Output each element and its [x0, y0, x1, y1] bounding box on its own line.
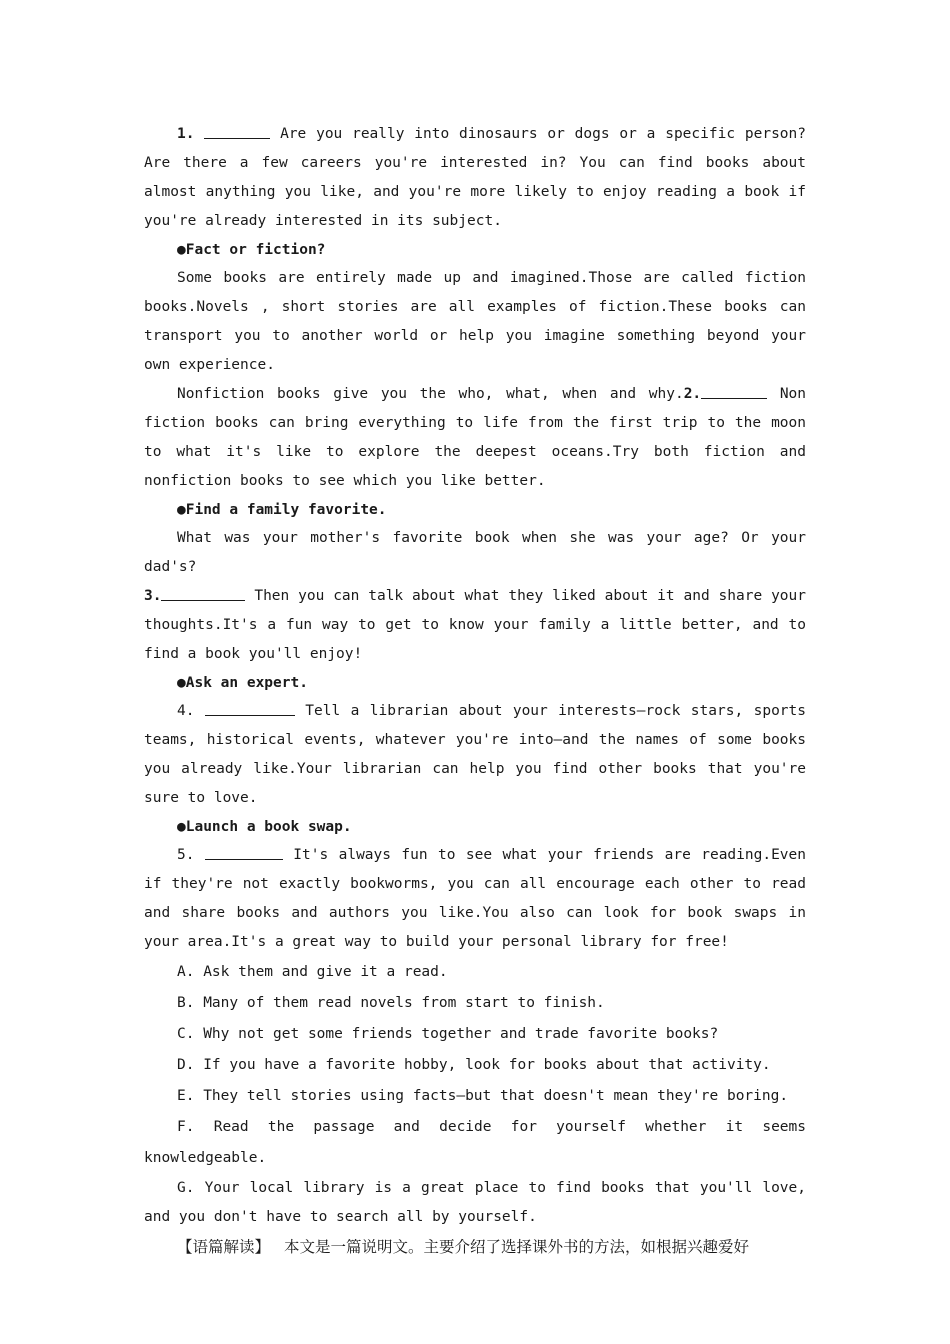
bullet-icon: ●: [177, 819, 186, 835]
answer-blank-5[interactable]: [205, 845, 283, 860]
question-5-paragraph: [144, 841, 806, 957]
paragraph-text: Then you can talk about what they liked about it and share your thoughts.It's a fun way to get to know your family a little better, and to find a book you'll enjoy!: [144, 588, 806, 662]
option-e: E. They tell stories using facts—but that doesn't mean they're boring.: [177, 1088, 789, 1104]
section-heading-book-swap: [144, 813, 806, 841]
section-heading-fact-or-fiction: [144, 236, 806, 264]
bullet-icon: ●: [177, 502, 186, 518]
question-number: 1.: [177, 126, 205, 142]
paragraph-text: Are you really into dinosaurs or dogs or a specific person? Are there a few careers you're interested in? You can find books about almost anything you like, and you're more likely to enjoy reading a book if you're already interested in its subject.: [144, 126, 806, 229]
heading-text: Find a family favorite.: [185, 502, 387, 518]
heading-text: Launch a book swap.: [185, 819, 352, 835]
analysis-text: 本文是一篇说明文。主要介绍了选择课外书的方法，如根据兴趣爱好: [284, 1238, 750, 1256]
question-3-paragraph: [144, 582, 806, 669]
option-d: D. If you have a favorite hobby, look for books about that activity.: [177, 1057, 771, 1073]
option-f: F. Read the passage and decide for yourself whether it seems knowledgeable.: [144, 1119, 806, 1166]
section-heading-ask-expert: [144, 669, 806, 697]
answer-blank-2[interactable]: [701, 384, 767, 399]
option-b: B. Many of them read novels from start to finish.: [177, 995, 605, 1011]
answer-blank-1[interactable]: [204, 124, 270, 139]
answer-blank-4[interactable]: [205, 701, 295, 716]
section-heading-family-favorite: [144, 496, 806, 524]
option-c: C. Why not get some friends together and trade favorite books?: [177, 1026, 719, 1042]
nonfiction-paragraph: [144, 380, 806, 496]
question-number: 3.: [144, 588, 162, 604]
paragraph-text: Non fiction books can bring everything to life from the first trip to the moon to what it's like to explore the deepest oceans.Try both fiction and nonfiction books to see which you like better.: [144, 386, 807, 489]
fiction-paragraph: Some books are entirely made up and imagined.Those are called fiction books.Novels , short stories are all examples of fiction.These books can transport you to another world or help you imagine something beyond your own experience.: [144, 270, 806, 373]
document-page: [144, 120, 806, 1262]
analysis-tag: 【语篇解读】: [177, 1238, 271, 1256]
family-paragraph-intro: What was your mother's favorite book when she was your age? Or your dad's?: [144, 530, 806, 575]
question-number: 5.: [177, 847, 205, 863]
bullet-icon: ●: [177, 675, 186, 691]
heading-text: Ask an expert.: [185, 675, 308, 691]
question-number: 4.: [177, 703, 205, 719]
question-1-paragraph: [144, 120, 806, 236]
option-g: G. Your local library is a great place to find books that you'll love, and you don't have to search all by yourself.: [144, 1180, 806, 1225]
paragraph-text: Tell a librarian about your interests—rock stars, sports teams, historical events, whatever you're into—and the names of some books you already like.Your librarian can help you find other books that you're sure to love.: [144, 703, 806, 806]
question-number: 2.: [683, 386, 702, 402]
option-a: A. Ask them and give it a read.: [177, 964, 448, 980]
question-4-paragraph: [144, 697, 806, 813]
paragraph-text: Nonfiction books give you the who, what, when and why.: [177, 386, 684, 402]
bullet-icon: ●: [177, 242, 186, 258]
paragraph-text: It's always fun to see what your friends are reading.Even if they're not exactly bookworms, you can all encourage each other to read and share books and authors you like.You also can look for book swaps in your area.It's a great way to build your personal library for free!: [144, 847, 806, 950]
passage-analysis: [144, 1232, 806, 1262]
heading-text: Fact or fiction?: [185, 242, 326, 258]
answer-blank-3[interactable]: [161, 586, 245, 601]
